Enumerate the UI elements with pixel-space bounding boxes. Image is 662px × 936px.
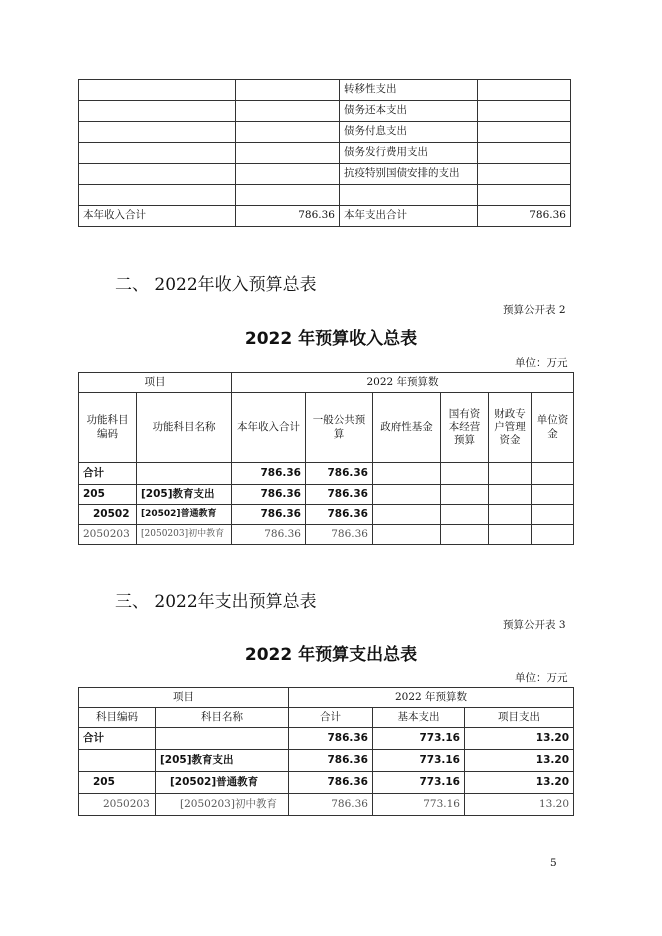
page-number: 5 xyxy=(550,857,557,869)
header-budget: 2022 年预算数 xyxy=(289,688,574,708)
unit-label-3: 单位：万元 xyxy=(515,672,568,684)
income-budget-table xyxy=(78,372,574,545)
header-total: 本年收入合计 xyxy=(232,393,306,463)
header-item: 项目 xyxy=(79,373,232,393)
header-name: 功能科目名称 xyxy=(137,393,232,463)
table-row: 2050203 [2050203]初中教育 786.36 773.16 13.20 xyxy=(79,794,574,816)
table-row xyxy=(79,122,571,143)
expense-item: 债务还本支出 xyxy=(340,101,478,122)
table-header-row xyxy=(79,373,574,393)
table-header-row xyxy=(79,688,574,708)
header-code: 科目编码 xyxy=(79,708,156,728)
header-total: 合计 xyxy=(289,708,373,728)
expense-total-value: 786.36 xyxy=(478,206,571,227)
header-fund: 政府性基金 xyxy=(373,393,441,463)
income-expense-summary-table xyxy=(78,79,571,227)
header-name: 科目名称 xyxy=(156,708,289,728)
header-general: 一般公共预算 xyxy=(306,393,373,463)
table-header-row xyxy=(79,708,574,728)
table-row: 2050203 [2050203]初中教育 786.36 786.36 xyxy=(79,525,574,545)
table-row xyxy=(79,80,571,101)
header-project: 项目支出 xyxy=(465,708,574,728)
table-row: 20502 [20502]普通教育 786.36 786.36 xyxy=(79,505,574,525)
table-row: 205 [205]教育支出 786.36 786.36 xyxy=(79,485,574,505)
header-state: 国有资本经营预算 xyxy=(441,393,489,463)
table-row: [205]教育支出 786.36 773.16 13.20 xyxy=(79,750,574,772)
income-total-value: 786.36 xyxy=(236,206,340,227)
table-row xyxy=(79,101,571,122)
header-special: 财政专户管理资金 xyxy=(489,393,532,463)
table-row xyxy=(79,143,571,164)
expense-budget-title: 2022 年预算支出总表 xyxy=(244,645,418,665)
header-item: 项目 xyxy=(79,688,289,708)
header-unit-fund: 单位资金 xyxy=(532,393,574,463)
header-budget: 2022 年预算数 xyxy=(232,373,574,393)
header-basic: 基本支出 xyxy=(373,708,465,728)
unit-label-2: 单位：万元 xyxy=(515,357,568,369)
header-code: 功能科目编码 xyxy=(79,393,137,463)
income-total-label: 本年收入合计 xyxy=(79,206,236,227)
section-2-heading: 二、 2022年收入预算总表 xyxy=(115,275,317,295)
table-row xyxy=(79,164,571,185)
table-number-3: 预算公开表 3 xyxy=(503,619,566,631)
table-row: 205 [20502]普通教育 786.36 773.16 13.20 xyxy=(79,772,574,794)
income-budget-title: 2022 年预算收入总表 xyxy=(244,329,418,349)
total-row xyxy=(79,206,571,227)
table-row xyxy=(79,185,571,206)
table-row: 合计 786.36 786.36 xyxy=(79,463,574,485)
expense-item: 债务发行费用支出 xyxy=(340,143,478,164)
table-number-2: 预算公开表 2 xyxy=(503,304,566,316)
expense-item: 抗疫特别国债安排的支出 xyxy=(340,164,478,185)
expense-item: 转移性支出 xyxy=(340,80,478,101)
table-row: 合计 786.36 773.16 13.20 xyxy=(79,728,574,750)
expense-item: 债务付息支出 xyxy=(340,122,478,143)
section-3-heading: 三、 2022年支出预算总表 xyxy=(115,592,317,612)
expense-total-label: 本年支出合计 xyxy=(340,206,478,227)
expense-budget-table xyxy=(78,687,574,816)
table-header-row xyxy=(79,393,574,463)
